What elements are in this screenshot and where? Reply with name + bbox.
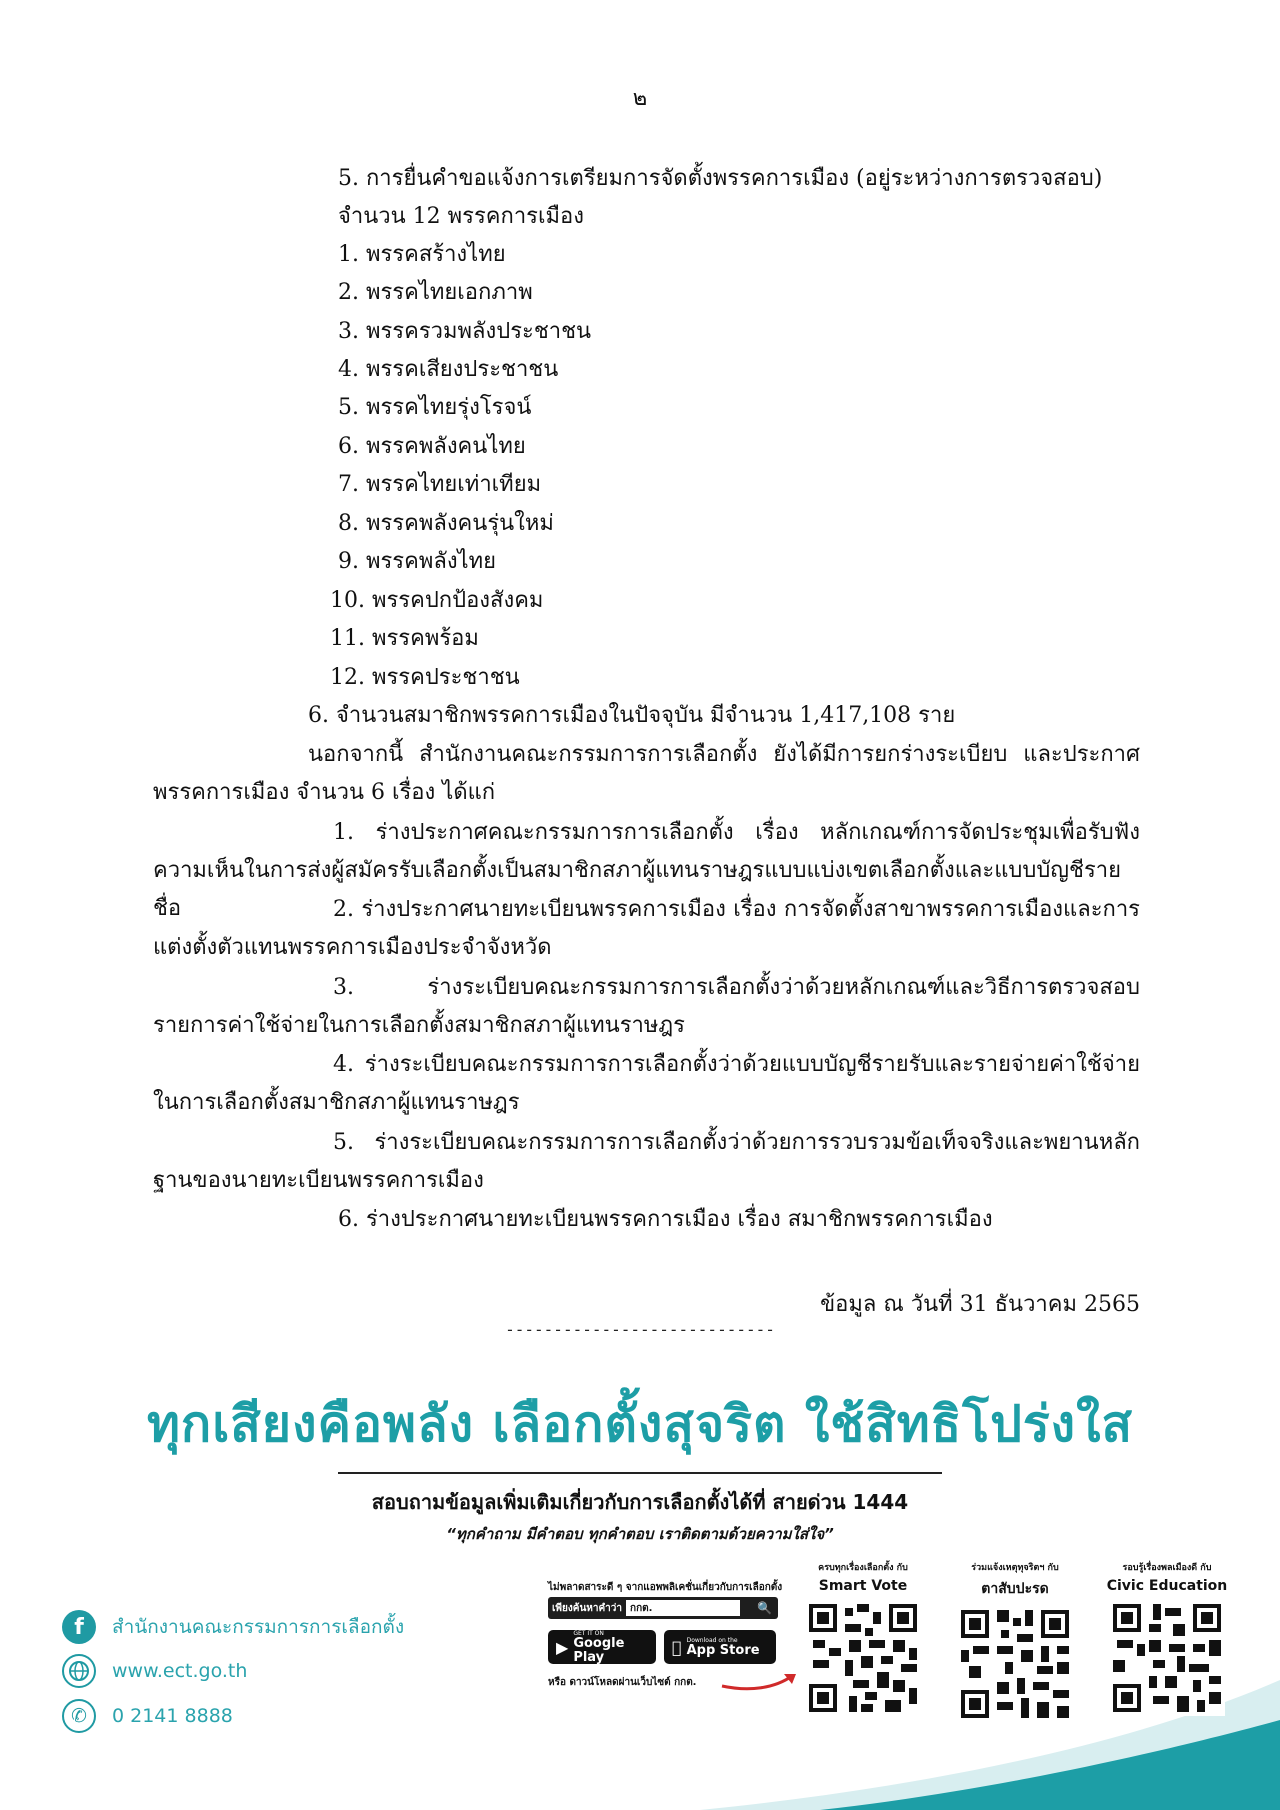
app-search-bar bbox=[548, 1597, 778, 1619]
search-term: กกต. bbox=[626, 1600, 740, 1616]
party-item: 8. พรรคพลังคนรุ่นใหม่ bbox=[338, 511, 554, 536]
party-item: 7. พรรคไทยเท่าเทียม bbox=[338, 472, 542, 497]
party-item: 12. พรรคประชาชน bbox=[330, 665, 520, 690]
qr-civic-education[interactable] bbox=[1102, 1560, 1232, 1720]
campaign-slogan: ทุกเสียงคือพลัง เลือกตั้งสุจริต ใช้สิทธิโปร่งใส bbox=[146, 1395, 1134, 1453]
phone-icon: ✆ bbox=[62, 1699, 96, 1733]
intro-text: นอกจากนี้ สำนักงานคณะกรรมการการเลือกตั้ง ยังได้มีการยกร่างระเบียบ และประกาศ พรรคการเมือง จำนวน 6 เรื่อง ได้แก่ bbox=[153, 742, 1140, 805]
qr-tasapparot[interactable] bbox=[950, 1560, 1080, 1726]
qr-title: Civic Education bbox=[1106, 1578, 1228, 1594]
app-store-badge[interactable] bbox=[664, 1630, 776, 1664]
regulation-text: 5. ร่างระเบียบคณะกรรมการการเลือกตั้งว่าด้วยการรวบรวมข้อเท็จจริงและพยานหลักฐานของนายทะเบียนพรรคการเมือง bbox=[153, 1130, 1140, 1193]
qr-code-icon bbox=[957, 1606, 1073, 1722]
search-icon: 🔍 bbox=[757, 1601, 772, 1615]
download-note: หรือ ดาวน์โหลดผ่านเว็บไซต์ กกต. bbox=[548, 1677, 697, 1688]
apple-icon bbox=[672, 1638, 682, 1657]
regulation-text: 4. ร่างระเบียบคณะกรรมการการเลือกตั้งว่าด้วยแบบบัญชีรายรับและรายจ่ายค่าใช้จ่ายในการเลือกตั้งสมาชิกสภาผู้แทนราษฎร bbox=[153, 1052, 1140, 1115]
regulation-text: 3. ร่างระเบียบคณะกรรมการการเลือกตั้งว่าด้วยหลักเกณฑ์และวิธีการตรวจสอบรายการค่าใช้จ่ายในการเลือกตั้งสมาชิกสภาผู้แทนราษฎร bbox=[153, 975, 1140, 1038]
facebook-name: สำนักงานคณะกรรมการการเลือกตั้ง bbox=[112, 1616, 405, 1638]
apple-big-text: App Store bbox=[677, 1642, 750, 1658]
data-date: ข้อมูล ณ วันที่ 31 ธันวาคม 2565 bbox=[820, 1292, 1140, 1317]
phone-number: 0 2141 8888 bbox=[112, 1705, 233, 1727]
party-item: 1. พรรคสร้างไทย bbox=[338, 242, 506, 267]
separator-line: ---------------------------- bbox=[505, 1320, 775, 1339]
item5-count: จำนวน 12 พรรคการเมือง bbox=[338, 204, 584, 229]
regulation-item bbox=[153, 891, 1140, 967]
page-number: ๒ bbox=[632, 86, 648, 111]
party-item: 6. พรรคพลังคนไทย bbox=[338, 434, 526, 459]
regulation-item bbox=[153, 1124, 1140, 1200]
party-item: 4. พรรคเสียงประชาชน bbox=[338, 357, 559, 382]
qr-code-icon bbox=[1109, 1600, 1225, 1716]
globe-icon bbox=[62, 1654, 96, 1688]
website-contact[interactable] bbox=[62, 1652, 247, 1690]
party-item: 10. พรรคปกป้องสังคม bbox=[330, 588, 544, 613]
regulation-item: 6. ร่างประกาศนายทะเบียนพรรคการเมือง เรื่อง สมาชิกพรรคการเมือง bbox=[338, 1207, 993, 1232]
facebook-contact[interactable] bbox=[62, 1608, 404, 1646]
item5-heading: 5. การยื่นคำขอแจ้งการเตรียมการจัดตั้งพรรคการเมือง (อยู่ระหว่างการตรวจสอบ) bbox=[338, 166, 1103, 191]
app-promo-label: ไม่พลาดสาระดี ๆ จากแอพพลิเคชั่นเกี่ยวกับการเลือกตั้ง bbox=[548, 1582, 783, 1593]
play-icon: ▶ bbox=[556, 1637, 569, 1657]
intro-paragraph bbox=[153, 736, 1140, 812]
item6-members: 6. จำนวนสมาชิกพรรคการเมืองในปัจจุบัน มีจำนวน 1,417,108 ราย bbox=[308, 703, 956, 728]
party-item: 9. พรรคพลังไทย bbox=[338, 549, 497, 574]
regulation-item bbox=[153, 969, 1140, 1045]
facebook-icon: f bbox=[62, 1610, 96, 1644]
apple-small-text: Download on the bbox=[677, 1636, 728, 1644]
google-big-text: Google Play bbox=[573, 1635, 625, 1665]
party-item: 11. พรรคพร้อม bbox=[330, 626, 479, 651]
hotline-text: สอบถามข้อมูลเพิ่มเติมเกี่ยวกับการเลือกตั้งได้ที่ สายด่วน 1444 bbox=[371, 1490, 909, 1514]
divider bbox=[338, 1472, 942, 1474]
search-label: เพียงค้นหาคำว่า bbox=[552, 1602, 623, 1614]
regulation-item bbox=[153, 1046, 1140, 1122]
party-item: 5. พรรคไทยรุ่งโรจน์ bbox=[338, 395, 532, 420]
quote-text: “ทุกคำถาม มีคำตอบ ทุกคำตอบ เราติดตามด้วยความใส่ใจ” bbox=[446, 1525, 834, 1543]
party-item: 2. พรรคไทยเอกภาพ bbox=[338, 280, 533, 305]
regulation-text: 1. ร่างประกาศคณะกรรมการการเลือกตั้ง เรื่อง หลักเกณฑ์การจัดประชุมเพื่อรับฟังความเห็นในการส่งผู้สมัครรับเลือกตั้งเป็นสมาชิกสภาผู้แทนราษฎรแบบแบ่งเขตเลือกตั้งและแบบบัญชีรายชื่อ bbox=[153, 820, 1140, 921]
qr-title: ตาสับปะรด bbox=[981, 1581, 1049, 1597]
qr-smart-vote[interactable] bbox=[798, 1560, 928, 1720]
google-small-text: GET IT ON bbox=[573, 1629, 604, 1637]
phone-contact[interactable] bbox=[62, 1697, 233, 1735]
qr-caption: รอบรู้เรื่องพลเมืองดี กับ bbox=[1122, 1563, 1212, 1573]
qr-code-icon bbox=[805, 1600, 921, 1716]
regulation-text: 2. ร่างประกาศนายทะเบียนพรรคการเมือง เรื่อง การจัดตั้งสาขาพรรคการเมืองและการแต่งตั้งตัวแทนพรรคการเมืองประจำจังหวัด bbox=[153, 897, 1140, 960]
website-url: www.ect.go.th bbox=[112, 1660, 248, 1682]
qr-caption: ครบทุกเรื่องเลือกตั้ง กับ bbox=[818, 1563, 908, 1573]
google-play-badge[interactable] bbox=[548, 1630, 656, 1664]
qr-caption: ร่วมแจ้งเหตุทุจริตฯ กับ bbox=[971, 1563, 1059, 1573]
party-item: 3. พรรครวมพลังประชาชน bbox=[338, 319, 592, 344]
arrow-icon bbox=[720, 1668, 800, 1692]
qr-title: Smart Vote bbox=[818, 1578, 908, 1594]
